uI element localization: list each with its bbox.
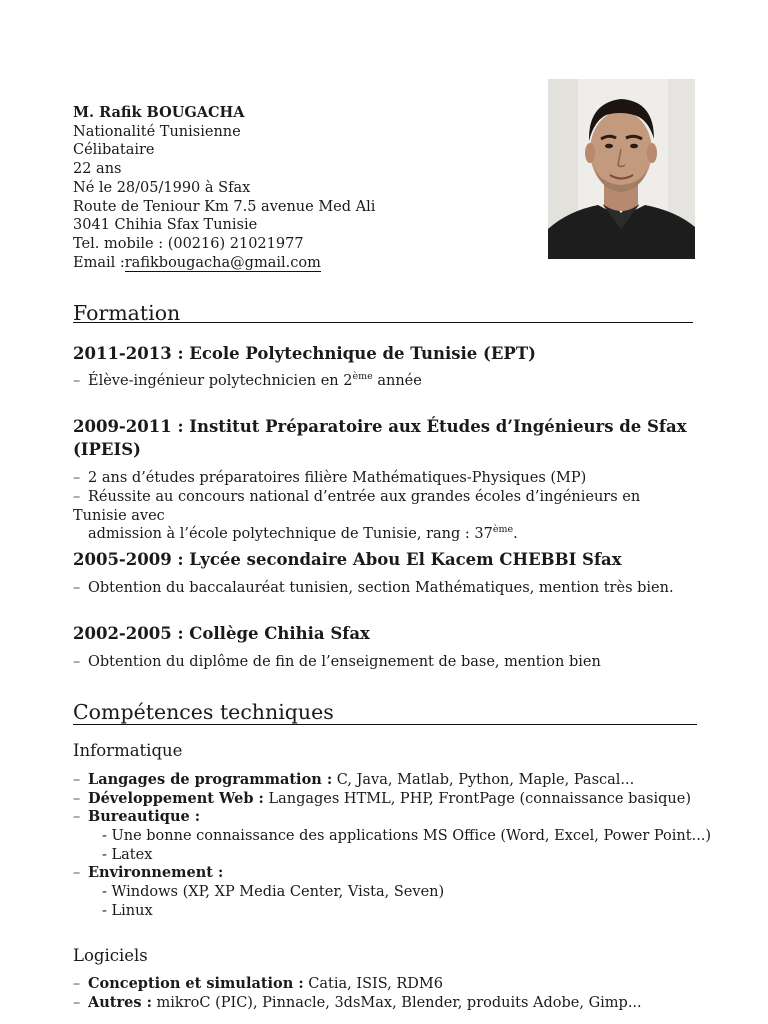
address-line-1: Route de Teniour Km 7.5 avenue Med Ali: [73, 198, 376, 215]
list-item: – Autres : mikroC (PIC), Pinnacle, 3dsMax, Blender, produits Adobe, Gimp...: [73, 994, 642, 1011]
list-item: – Développement Web : Langages HTML, PHP, FrontPage (connaissance basique): [73, 790, 691, 807]
subsection-title-informatique: Informatique: [73, 741, 183, 760]
age: 22 ans: [73, 161, 122, 178]
birth-info: Né le 28/05/1990 à Sfax: [73, 179, 251, 196]
dash-marker: –: [73, 995, 81, 1011]
list-item: – Environnement :: [73, 864, 224, 881]
subsection-title-logiciels: Logiciels: [73, 946, 148, 965]
list-item: – Obtention du baccalauréat tunisien, section Mathématiques, mention très bien.: [73, 580, 674, 596]
dash-marker: –: [73, 976, 81, 992]
dash-marker: –: [73, 489, 81, 505]
email-link[interactable]: rafikbougacha@gmail.com: [124, 254, 321, 271]
personal-info: [73, 104, 513, 272]
sub-list-item: - Windows (XP, XP Media Center, Vista, Seven): [102, 884, 445, 900]
dash-marker: –: [73, 470, 81, 486]
list-item: – 2 ans d’études préparatoires filière Mathématiques-Physiques (MP): [73, 470, 587, 486]
dash-marker: –: [73, 580, 81, 596]
list-item: – Langages de programmation : C, Java, Matlab, Python, Maple, Pascal...: [73, 771, 635, 788]
entry-title-ept: 2011-2013 : Ecole Polytechnique de Tunisie (EPT): [73, 344, 536, 363]
section-rule-formation: [73, 322, 693, 323]
section-rule-competences: [73, 724, 697, 725]
dash-marker: –: [73, 373, 81, 389]
sub-list-item: - Latex: [102, 847, 153, 863]
entry-title-college: 2002-2005 : Collège Chihia Sfax: [73, 624, 370, 643]
section-title-formation: Formation: [73, 301, 181, 325]
list-item: – Bureautique :: [73, 808, 201, 825]
list-item: – Élève-ingénieur polytechnicien en 2ème année: [73, 371, 422, 389]
list-item: – Conception et simulation : Catia, ISIS, RDM6: [73, 975, 443, 992]
dash-marker: –: [73, 772, 81, 788]
phone: Tel. mobile : (00216) 21021977: [73, 235, 304, 252]
nationality: Nationalité Tunisienne: [73, 123, 241, 140]
email-line: [73, 254, 513, 273]
list-item: – Réussite au concours national d’entrée aux grandes écoles d’ingénieurs en Tunisie avec admission à l’école polytechnique de Tunisie, rang : 37ème.: [73, 489, 641, 543]
entry-title-lycee: 2005-2009 : Lycée secondaire Abou El Kacem CHEBBI Sfax: [73, 550, 622, 569]
dash-marker: –: [73, 791, 81, 807]
sub-list-item: - Une bonne connaissance des applications MS Office (Word, Excel, Power Point...): [102, 828, 712, 844]
marital-status: Célibataire: [73, 142, 155, 159]
dash-marker: –: [73, 865, 81, 881]
list-item: – Obtention du diplôme de fin de l’enseignement de base, mention bien: [73, 654, 601, 670]
entry-title-ipeis: 2009-2011 : Institut Préparatoire aux Études d’Ingénieurs de Sfax (IPEIS): [73, 417, 687, 459]
dash-marker: –: [73, 809, 81, 825]
person-name: M. Rafik BOUGACHA: [73, 104, 245, 121]
profile-photo: [548, 79, 695, 259]
dash-marker: –: [73, 654, 81, 670]
section-title-competences: Compétences techniques: [73, 700, 334, 724]
email-label: Email :: [73, 254, 125, 271]
portrait-illustration: [548, 79, 695, 259]
sub-list-item: - Linux: [102, 903, 153, 919]
address-line-2: 3041 Chihia Sfax Tunisie: [73, 217, 258, 234]
